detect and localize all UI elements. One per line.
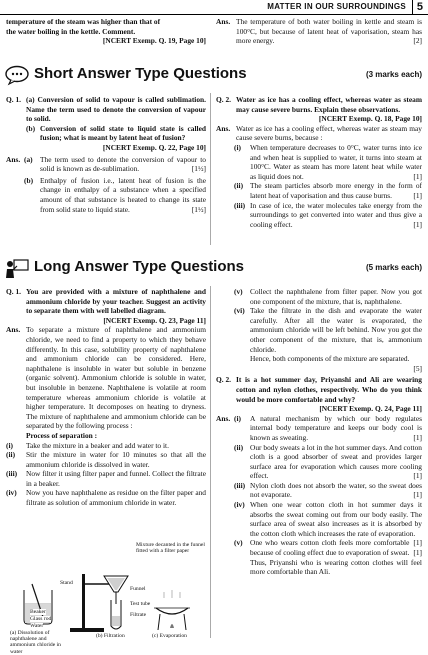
list-item (216, 414, 422, 443)
item-text: The steam particles absorb more energy in the form of latent heat of vaporisation and thus cause burns. (250, 181, 422, 200)
page-header (0, 0, 428, 15)
chapter-title: MATTER IN OUR SURROUNDINGS (267, 2, 406, 11)
process-steps (6, 441, 206, 508)
conclusion-text: Hence, both components of the mixture are separated. (250, 354, 410, 364)
item-number: (iii) (6, 469, 18, 479)
answer-row (216, 17, 422, 46)
item-number: (i) (234, 413, 241, 423)
item-number: (ii) (6, 450, 16, 460)
list-item (216, 181, 422, 200)
item-text: Now you have naphthalene as residue on the filter paper and filtrate as solution of ammonium chloride in water. (26, 488, 206, 508)
label-funnel: Funnel (130, 586, 146, 592)
marks: [1] (413, 219, 422, 229)
item-number: (vi) (234, 306, 245, 316)
item-text: A natural mechanism by which our body regulates internal body temperature and keeps our body cool is known as sweating. (250, 413, 422, 442)
answer-label: Ans. (6, 325, 21, 335)
item-text: In case of ice, the water molecules take energy from the surroundings to get converted into water and thus give a cooling effect. (250, 200, 422, 229)
answer-text: Enthalpy of fusion i.e., latent heat of fusion is the change in enthalpy of a substance when a specified amount of that substance is heated to change its state from solid state to liquid state. (40, 175, 206, 214)
conclusion-row (216, 558, 422, 577)
marks: [1½] (191, 164, 206, 174)
item-number: (i) (6, 440, 13, 450)
answer-row (6, 155, 206, 174)
list-item (216, 201, 422, 230)
marks: [5] (413, 363, 422, 373)
question-row (6, 124, 206, 143)
question-text-line: the water boiling in the kettle. Comment. (6, 26, 136, 36)
page-number: 5 (412, 0, 423, 14)
list-item (216, 538, 422, 557)
long-question-right-column (216, 287, 422, 577)
column-divider (210, 93, 211, 245)
list-item (216, 143, 422, 181)
item-text: Collect the naphthalene from filter paper. Now you got one component of the mixture, that is, naphthalene. (250, 287, 422, 306)
question-row (216, 95, 422, 114)
list-item (216, 306, 422, 354)
answer-text: To separate a mixture of naphthalene and ammonium chloride, we need to find a property to which they behave differently. In this case, solubility property of naphthalene and ammonium chloride can be considered. Here, naphthalene is insoluble in water but soluble in benzene (organic solvent). Ammonium chloride is soluble in water, but insoluble in benzene. Naphthalene is volatile at room temperature whereas ammonium chloride is volatile at higher temperature. It decomposes on heating to dryness. The mixture of naphthalene and ammonium chloride can be separated by the following process : (26, 325, 206, 431)
answer-label: Ans. (6, 154, 21, 164)
ncert-reference: [NCERT Exemp. Q. 19, Page 10] (102, 36, 206, 46)
process-steps-continued (216, 287, 422, 354)
process-title (6, 431, 206, 441)
list-item (216, 443, 422, 481)
section-title: Short Answer Type Questions (34, 65, 247, 82)
teacher-icon (4, 258, 30, 280)
marks: [1] (413, 171, 422, 181)
section-header-short (0, 63, 428, 87)
item-text: Now filter it using filter paper and funnel. Collect the filtrate in a beaker. (26, 469, 206, 488)
item-text: One who wears cotton cloth feels more comfortable because of cooling effect due to evaporation of sweat. (250, 538, 410, 558)
marks: [2] (413, 36, 422, 46)
section-header-long (0, 256, 428, 280)
label-water: Water (30, 623, 44, 629)
item-text: Our body sweats a lot in the hot summer days. And cotton cloth is a good absorber of sweat and provides larger surface area for evaporation which causes more cooling effect. (250, 442, 422, 481)
caption-a: (a) Dissolution of naphthalene and ammonium chloride in water (10, 630, 61, 655)
short-question-1 (6, 95, 206, 214)
item-number: (iv) (6, 488, 17, 498)
answer-label: Ans. (216, 413, 231, 423)
marks: [1] (413, 548, 422, 558)
question-text: You are provided with a mixture of naphthalene and ammonium chloride by your teacher. Suggest an activity to separate them with well labelled diagram. (26, 287, 206, 316)
item-text: Nylon cloth does not absorb the water, so the sweat does not evaporate. (250, 480, 422, 500)
marks: [1] (413, 490, 422, 500)
question-label: (b) (26, 123, 36, 133)
marks: [1½] (191, 204, 206, 214)
answer-label: Ans. (216, 123, 231, 133)
question-row (6, 95, 206, 124)
item-number: (v) (234, 287, 243, 296)
item-text: Take the filtrate in the dish and evaporate the water carefully. After all the water is evaporated, the ammonium chloride will be left behind. Now you got the other component of the mixture, that is, ammonium chloride. (250, 306, 422, 354)
label-test-tube: Test tube (130, 601, 151, 607)
label-mixture: Mixture decanted in the funnel fitted with a filter paper (136, 542, 205, 555)
item-text: Stir the mixture in water for 10 minutes so that all the ammonium chloride is dissolved in water. (26, 450, 206, 469)
item-text: Take the mixture in a beaker and add water to it. (26, 440, 169, 450)
short-question-2 (216, 95, 422, 229)
item-number: (ii) (234, 181, 244, 191)
question-number: Q. 1. (6, 95, 21, 104)
question-row (216, 375, 422, 414)
item-number: (v) (234, 538, 243, 548)
item-number: (iv) (234, 500, 245, 510)
list-item (6, 488, 206, 507)
question-text: It is a hot summer day, Priyanshi and Ali are wearing cotton and nylon clothes, respectively. Who do you think would be more comfortable and why? (236, 375, 422, 404)
section-marks: (5 marks each) (365, 263, 422, 272)
question-number: Q. 2. (216, 375, 231, 385)
list-item (6, 469, 206, 488)
answer-points (216, 143, 422, 229)
label-stand: Stand (60, 580, 73, 586)
item-number: (i) (234, 142, 241, 152)
marks: [1] (413, 432, 422, 442)
ncert-reference: [NCERT Exemp. Q. 22, Page 10] (102, 142, 206, 152)
top-left-continuation (6, 17, 206, 46)
question-row (6, 287, 206, 325)
item-text: When temperature decreases to 0°C, water turns into ice and when heat is supplied to water, it turns into steam at 100°C. Water as steam has more latent heat while water as liquid does not. (250, 142, 422, 181)
question-text: Water as ice has a cooling effect, whereas water as steam may cause severe burns. Explain these observations. (236, 95, 422, 114)
answer-points (216, 414, 422, 558)
section-title: Long Answer Type Questions (34, 258, 245, 275)
caption-c: (c) Evaporation (152, 633, 187, 639)
answer-row (6, 176, 206, 214)
label-filtrate: Filtrate (130, 612, 147, 618)
process-title-text: Process of separation : (26, 430, 98, 440)
question-text: Conversion of solid state to liquid state is called fusion; what is meant by latent heat of fusion? (40, 123, 206, 143)
label-beaker: Beaker (30, 609, 46, 615)
item-text: When one wear cotton cloth in hot summer days it absorbs the sweat coming out from our body easily. The surface area of sweat also increases as it is absorbed by the cotton cloth which increases the rate of evaporation. (250, 500, 422, 538)
answer-text: The term used to denote the conversion of vapour to solid is known as de-sublimation. (40, 154, 206, 174)
section-marks: (3 marks each) (365, 70, 422, 79)
item-number: (iii) (234, 480, 246, 490)
marks: [1] (413, 190, 422, 200)
item-number: (ii) (234, 442, 244, 452)
question-number: Q. 2. (216, 95, 231, 104)
separation-diagram (10, 540, 210, 655)
answer-part-label: (a) (24, 154, 33, 164)
question-text: Conversion of solid to vapour is called sublimation. Name the term used to denote the conversion of vapour to solid. (26, 95, 206, 124)
question-number: Q. 1. (6, 287, 21, 296)
ncert-reference: [NCERT Exemp. Q. 24, Page 11] (319, 404, 422, 414)
column-divider (210, 286, 211, 638)
item-number: (iii) (234, 200, 246, 210)
answer-row (6, 325, 206, 431)
answer-label: Ans. (216, 17, 231, 26)
ncert-reference: [NCERT Exemp. Q. 18, Page 10] (318, 114, 422, 124)
label-glass-rod: Glass rod (30, 616, 52, 622)
list-item (216, 481, 422, 500)
list-item (6, 441, 206, 451)
speech-bubble-icon (4, 65, 30, 85)
answer-text: The temperature of both water boiling in kettle and steam is 100°C, but because of latent heat of vaporisation, steam has more energy. (236, 17, 422, 46)
caption-b: (b) Filtration (96, 633, 125, 639)
list-item (6, 450, 206, 469)
answer-text: Water as ice has a cooling effect, whereas water as steam may cause severe burns, because : (236, 123, 422, 143)
ncert-reference: [NCERT Exemp. Q. 23, Page 11] (103, 315, 206, 325)
conclusion-row (216, 354, 422, 373)
conclusion-text: Thus, Priyanshi who is wearing cotton clothes will feel more comfortable than Ali. (250, 557, 422, 577)
top-right-answer (216, 17, 422, 46)
marks: [1] (413, 538, 422, 548)
question-label: (a) (26, 95, 35, 104)
answer-part-label: (b) (24, 175, 34, 185)
question-text-line: temperature of the steam was higher than that of (6, 17, 161, 26)
list-item (216, 287, 422, 306)
marks: [1] (413, 471, 422, 481)
answer-intro (216, 124, 422, 143)
long-question-1 (6, 287, 206, 508)
